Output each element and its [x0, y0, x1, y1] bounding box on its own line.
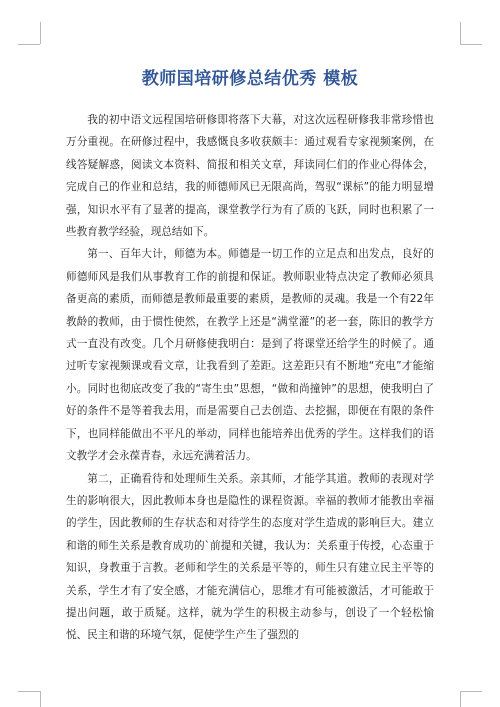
crop-mark — [460, 691, 482, 692]
document-title: 教师国培研修总结优秀 模板 — [141, 69, 359, 89]
crop-mark — [460, 22, 461, 44]
paragraph-second-point: 第二，正确看待和处理师生关系。亲其师，才能学其道。教师的表现对学生的影响很大，因此教师本身也是隐性的课程资源。幸福的教师才能教出幸福的学生，因此教师的生存状态和对待学生的态度对学生造成的影响巨大。建立和谐的师生关系是教育成功的`前提和关键，我认为：关系重于传授，心态重于知识，身教重于言教。老师和学生的关系是平等的，师生只有建立民主平等的关系，学生才有了安全感，才能充满信心，思维才有可能被激活，才可能敢于提出问题，敢于质疑。这样，就为学生的积极主动参与，创设了一个轻松愉悦、民主和谐的环境气氛，促使学生产生了强烈的 — [66, 472, 434, 642]
document-body — [66, 109, 434, 699]
paragraph-intro: 我的初中语文远程国培研修即将落下大幕，对这次远程研修我非常珍惜也万分重视。在研修过程中，我感慨良多收获颇丰：通过观看专家视频案例，在线答疑解惑，阅读文本资料、简报和相关文章，拜读同仁们的作业心得体会，完成自己的作业和总结，我的师德师风已无限高尚，驾驭“课标”的能力明显增强，知识水平有了显著的提高，课堂教学行为有了质的飞跃，同时也积累了一些教育教学经验，现总结如下。 — [66, 114, 434, 239]
crop-mark — [460, 691, 461, 707]
crop-mark — [18, 44, 40, 45]
paragraph-first-point: 第一、百年大计，师德为本。师德是一切工作的立足点和出发点，良好的师德师风是我们从事教育工作的前提和保证。教师职业特点决定了教师必须具备更高的素质，而师德是教师最重要的素质，是教师的灵魂。我是一个有22年教龄的教师，由于惯性使然，在教学上还是“满堂灌”的老一套，陈旧的教学方式一直没有改变。几个月研修使我明白：是到了将课堂还给学生的时候了。通过听专家视频课或看文章，让我看到了差距。这差距只有不断地“充电”才能缩小。同时也彻底改变了我的“寄生虫”思想，“做和尚撞钟”的思想，使我明白了好的条件不是等着我去用，而是需要自己去创造、去挖掘，即便在有限的条件下，也同样能做出不平凡的举动，同样也能培养出优秀的学生。这样我们的语文教学才会永葆青春，永远充满着活力。 — [66, 248, 434, 463]
crop-mark — [460, 44, 482, 45]
crop-mark — [40, 691, 41, 707]
crop-mark — [18, 691, 40, 692]
crop-mark — [40, 22, 41, 44]
